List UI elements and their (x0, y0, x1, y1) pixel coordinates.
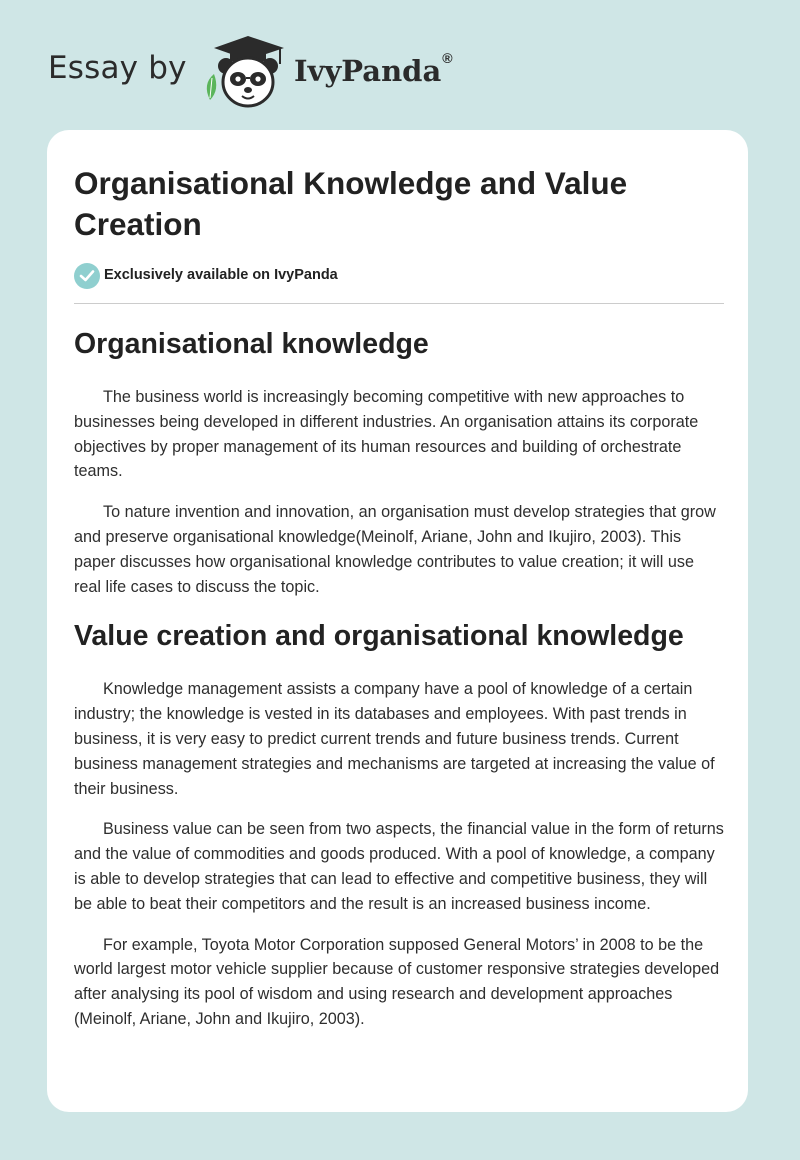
panda-graduate-icon[interactable] (200, 34, 296, 108)
brand-name-text: IvyPanda (294, 54, 442, 88)
brand-name (294, 50, 453, 88)
article-card (47, 130, 748, 1112)
section-heading-value-creation: Value creation and organisational knowledge (74, 620, 684, 653)
paragraph: Business value can be seen from two aspects, the financial value in the form of returns and the value of commodities and goods produced. With a pool of knowledge, a company is able to develop strategies that can lead to effective and competitive business, they will be able to beat their competitors and the result is an increased business income. (74, 820, 724, 913)
exclusive-label: Exclusively available on IvyPanda (104, 267, 338, 283)
check-circle-icon (74, 263, 100, 289)
divider (74, 303, 724, 304)
page-title: Organisational Knowledge and Value Creation (74, 165, 628, 242)
paragraph: To nature invention and innovation, an organisation must develop strategies that grow and preserve organisational knowledge(Meinolf, Ariane, John and Ikujiro, 2003). This paper discusses how organisational knowledge contributes to value creation; it will use real life cases to discuss the topic. (74, 503, 716, 596)
paragraph: The business world is increasingly becoming competitive with new approaches to businesses being developed in different industries. An organisation attains its corporate objectives by proper management of its human resources and building of orchestrate teams. (74, 388, 699, 481)
section-heading-organisational-knowledge: Organisational knowledge (74, 328, 429, 360)
brand-header (48, 34, 488, 114)
exclusive-badge (74, 263, 724, 289)
article-body (74, 324, 724, 1032)
brand-prefix: Essay by (48, 50, 187, 86)
paragraph: For example, Toyota Motor Corporation supposed General Motors’ in 2008 to be the world largest motor vehicle supplier because of customer responsive strategies developed after analysing its pool of wisdom and using research and development approaches (Meinolf, Ariane, John and Ikujiro, 2003). (74, 935, 720, 1028)
registered-mark: ® (442, 50, 453, 66)
paragraph: Knowledge management assists a company have a pool of knowledge of a certain industry; the knowledge is vested in its databases and employees. With past trends in business, it is very easy to predict current trends and future business trends. Current business management strategies and mechanisms are targeted at increasing the value of their business. (74, 680, 715, 798)
